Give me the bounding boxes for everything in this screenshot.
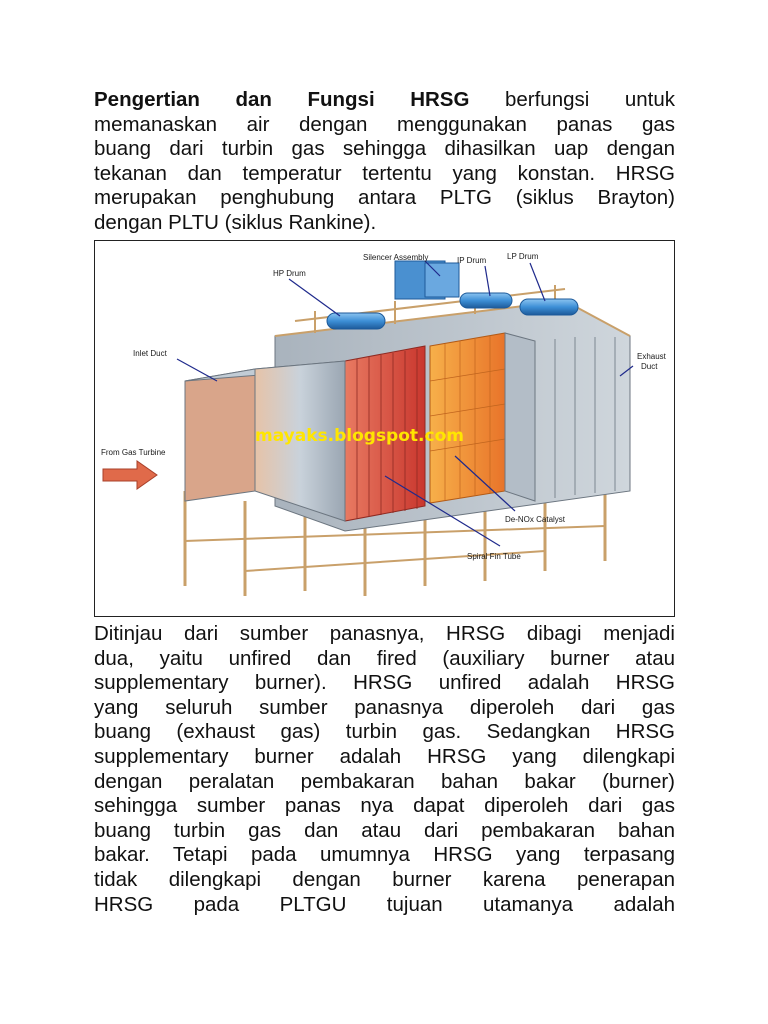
intro-heading: Pengertian dan Fungsi HRSG (94, 88, 470, 111)
body-line-11: tidak dilengkapi dengan burner karena penerapan (94, 867, 675, 891)
label-from-gas-turbine: From Gas Turbine (101, 448, 166, 457)
label-silencer: Silencer Assembly (363, 253, 429, 262)
intro-line-2: memanaskan air dengan menggunakan panas gas (94, 112, 675, 136)
hrsg-diagram (95, 241, 673, 615)
silencer-assembly (395, 261, 459, 299)
label-denox: De-NOx Catalyst (505, 515, 566, 524)
watermark: mayaks.blogspot.com (255, 426, 464, 446)
label-hp-drum: HP Drum (273, 269, 306, 278)
body-line-4: yang seluruh sumber panasnya diperoleh dari gas (94, 695, 675, 719)
body-line-5: buang (exhaust gas) turbin gas. Sedangkan HRSG (94, 720, 675, 744)
label-spiral-fin: Spiral Fin Tube (467, 552, 521, 561)
ip-drum (460, 293, 512, 308)
intro-line-4: tekanan dan temperatur tertentu yang konstan. HRSG (94, 161, 675, 185)
intro-line-3: buang dari turbin gas sehingga dihasilkan uap dengan (94, 137, 675, 161)
gas-flow-arrow (103, 461, 157, 489)
tube-bundle-orange (430, 333, 505, 503)
label-exhaust-duct-2: Duct (641, 362, 658, 371)
label-inlet-duct: Inlet Duct (133, 349, 167, 358)
intro-line-5: merupakan penghubung antara PLTG (siklus Brayton) (94, 186, 675, 210)
intro-line-6: dengan PLTU (siklus Rankine). (94, 210, 377, 234)
label-exhaust-duct-1: Exhaust (637, 352, 666, 361)
body-paragraph (94, 622, 675, 917)
label-ip-drum: IP Drum (457, 256, 487, 265)
body-line-9: buang turbin gas dan atau dari pembakaran bahan (94, 818, 675, 842)
body-line-10: bakar. Tetapi pada umumnya HRSG yang terpasang (94, 843, 675, 867)
label-lp-drum: LP Drum (507, 252, 539, 261)
hp-drum (327, 313, 385, 329)
body-line-7: dengan peralatan pembakaran bahan bakar (burner) (94, 769, 675, 793)
body-line-6: supplementary burner adalah HRSG yang dilengkapi (94, 744, 675, 768)
body-line-1: Ditinjau dari sumber panasnya, HRSG dibagi menjadi (94, 622, 675, 645)
transition-duct (505, 333, 535, 501)
body-line-12: HRSG pada PLTGU tujuan utamanya adalah (94, 892, 675, 916)
body-line-8: sehingga sumber panas nya dapat diperoleh dari gas (94, 794, 675, 818)
lp-drum (520, 299, 578, 315)
hrsg-diagram-figure (94, 240, 675, 617)
intro-paragraph (94, 88, 675, 236)
body-line-2: dua, yaitu unfired dan fired (auxiliary burner atau (94, 646, 675, 670)
body-line-3: supplementary burner). HRSG unfired adalah HRSG (94, 671, 675, 695)
intro-line-1: Pengertian dan Fungsi HRSG berfungsi untuk (94, 88, 675, 111)
